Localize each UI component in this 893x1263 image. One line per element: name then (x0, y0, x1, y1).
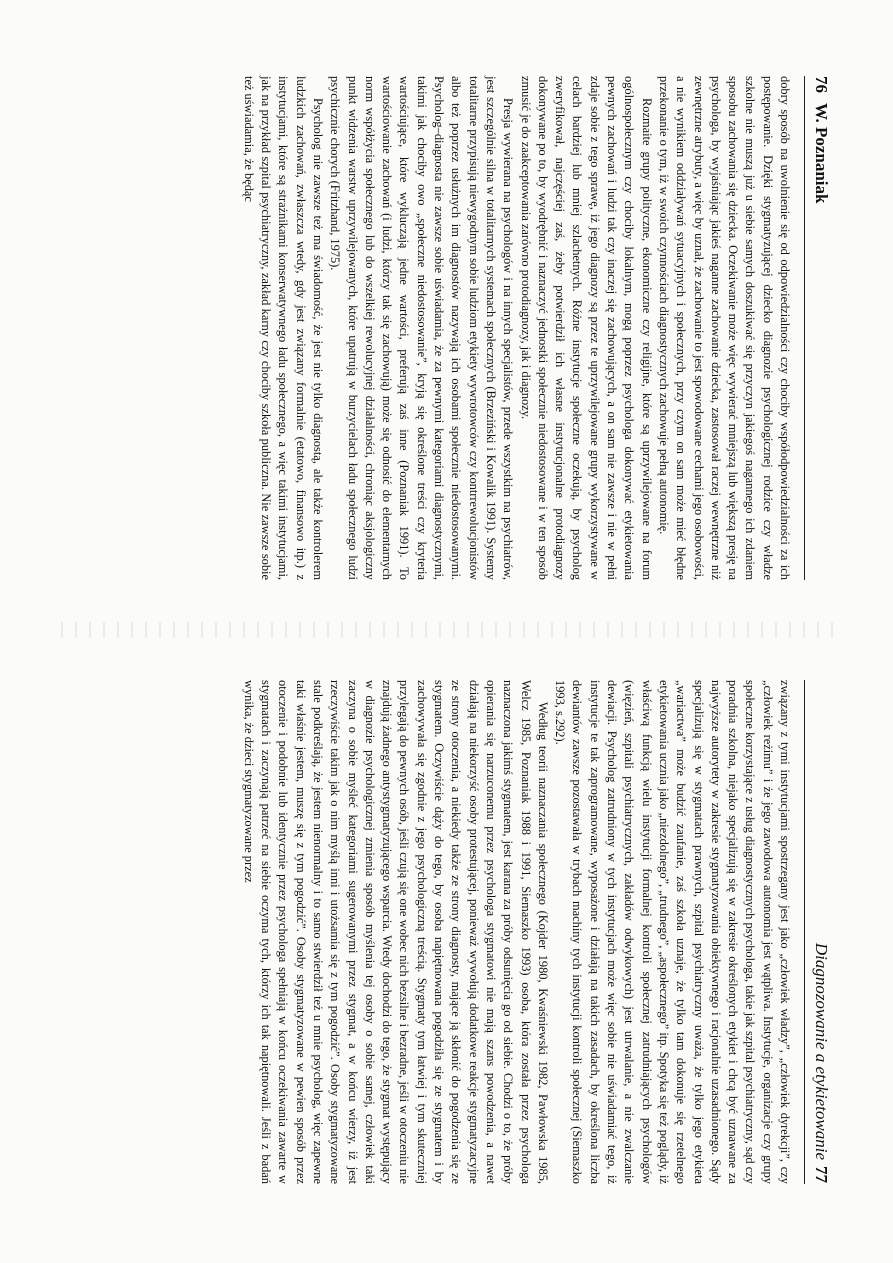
left-header-rule (804, 76, 805, 580)
right-page-body (240, 680, 794, 1184)
left-page-header (811, 76, 831, 203)
right-page (0, 632, 893, 1263)
right-page-number: 77 (812, 1166, 831, 1183)
left-page-author: W. Poznaniak (812, 103, 831, 204)
right-paragraph: związany z tymi instytucjami spostrzegany jest jako „człowiek władzy”, „człowiek dyrekcji”, czy „człowiek reżimu” i że jego zawodowa autonomia jest wątpliwa. Instytucje, organizacje czy grupy społeczne korzystające z usług diagnostycznych psychologa, takie jak szpital psychiatryczny, sąd czy poradnia szkolna, niejako specjalizują się w zakresie określonych etykiet i chcą być uznawane za najwyższe autorytety w zakresie stygmatyzowania obiektywnego i racjonalnie uzasadnionego. Sądy specjalizują się w stygmatach prawnych, szpital psychiatryczny uważa, że tylko jego etykieta „wariactwa” może budzić zaufanie, zaś szkoła uznaje, że tylko tam dokonuje się rzetelnego etykietowania ucznia jako „niezdolnego”, „trudnego”, „aspołecznego” itp. Spotyka się też poglądy, iż właściwą funkcją wielu instytucji formalnej kontroli społecznej zatrudniających psychologów (więzień, szpitali psychiatrycznych, zakładów odwykowych) jest utrwalanie, a nie zwalczanie dewiacji. Psycholog zatrudniony w tych instytucjach może więc sobie nie uświadamiać tego, iż instytucje te tak zaprogramowane, wyposażone i działają na takich zasadach, by określona liczba dewiantów zawsze pozostawała w trybach machiny tych instytucji kontroli społecznej (Siemaszko 1993, s.292). (553, 680, 792, 1184)
left-paragraph: dobry sposób na uwolnienie się od odpowiedzialności czy chociby współodpowiedzialności za ich postępowanie. Dzięki stygmatyzującej dziecko diagnozie psychologicznej rodzice czy władze szkolne nie muszą już u siebie samych doszukiwać się przyczyn jakiegoś nagannego ich zdaniem sposobu zachowania się dziecka. Oczekiwanie może więc wywierać mniejszą lub większą presję na psychologa, by wyjaśniając jakieś naganne zachowanie dziecka, zastosował raczej wewnętrzne niż zewnętrzne atrybuty, a więc by uznał, że zachowanie to jest spowodowane cechami jego osobowości, a nie wynikiem oddziaływań sytuacyjnych i społecznych, przy czym on sam może mieć błędne przekonanie o tym, iż w swoich czynnościach diagnostycznych zachowuje pełną autonomię. (656, 76, 792, 580)
right-header-rule (804, 680, 805, 1184)
left-paragraph: Presja wywierana na psychologów i na innych specjalistów, przede wszystkim na psychiatrów, jest szczególnie silna w totalitarnych systemach społecznych (Brzeziński i Kowalik 1991). Systemy totalitarne przypisują niewygodnym sobie ludziom etykiety wywrotowców czy kontrrewolucjonistów albo też poprzez usłużnych im diagnostów nazywają ich osobami społecznie niedostosowanymi. Psycholog–diagnosta nie zawsze sobie uświadamia, że za pewnymi kategoriami diagnostycznymi, takimi jak chociby owo „społeczne niedostosowanie”, kryją się określone treści czy kryteria wartościujące, które wykluczają jedne wartości, preferują zaś inne (Poznaniak 1991). To wartościowanie zachowań (i ludzi, którzy tak się zachowują) może się odnosić do elementarnych norm współżycia społecznego lub do wszelkiej rewolucyjnej działalności, chroniąc aksjologiczny punkt widzenia warstw uprzywilejowanych, które upatrują w burzycielach ładu społecznego ludzi psychicznie chorych (Fritzhand, 1975). (328, 76, 516, 580)
left-page-number: 76 (812, 76, 831, 93)
right-paragraph: Według teorii naznaczania społecznego (Kojder 1980, Kwaśniewski 1982, Pawłowska 1985, Welcz 1985, Poznaniak 1988 i 1991, Siemaszko 1993) osoba, która została przez psychologa naznaczona jakimś stygmatem, jest karana za próby odsunięcia go od siebie. Chodzi o to, że próby opierania się narzuconemu przez psychologa stygmatowi nie mają szans powodzenia, a nawet działają na niekorzyść osoby protestującej, ponieważ wywołują dodatkowe reakcje stygmatyzacyjne ze strony otoczenia, a niekiedy także ze strony diagnosty, mające ją skłonić do pogodzenia się ze stygmatem. Oczywiście dąży do tego, by osoba napiętnowana pogodziła się ze stygmatem i by zachowywała się zgodnie z jego psychologiczną treścią. Stygmaty tym łatwiej i tym skuteczniej przylegają do pewnych osób, jeśli czują się one wobec nich bezsilne i bezradne, jeśli w otoczeniu nie znajdują żadnego antystygmatyzującego wsparcia. Wtedy dochodzi do tego, że stygmat występujący w diagnozie psychologicznej zmienia sposób myślenia tej osoby o sobie samej, człowiek taki zaczyna o sobie myśleć kategoriami sugerowanymi przez stygmat, a w końcu wierzy, iż jest rzeczywiście takim jak o nim myślą inni i utożsamia się z tym pogodzić”. Osoby stygmatyzowane stale podkreślają, że jestem nienormalny i to samo stwierdził też u mnie psycholog, więc zapewne taki właśnie jestem, muszę się z tym pogodzić”. Osoby stygmatyzowane w pewien sposób przez otoczenie i podobnie lub identycznie przez psychologa spełniają w końcu oczekiwania zawarte w stygmatach i zaczynają patrzeć na siebie oczyma tych, którzy ich tak napiętnowali. Jeśli z badań wynika, że dzieci stygmatyzowane przez (241, 680, 550, 1184)
right-page-running-title: Diagnozowanie a etykietowanie (812, 942, 831, 1160)
left-page-body (240, 76, 794, 580)
right-page-header (811, 943, 831, 1183)
left-paragraph: Psycholog nie zawsze też ma świadomość, że jest nie tylko diagnostą, ale także kontrolerem ludzkich zachowań, zwłaszcza wtedy, gdy jest związany formalnie (etatowo, finansowo itp.) z instytucjami, które są strażnikami konserwatywnego ładu społecznego, a więc takimi instytucjami, jak na przykład szpital psychiatryczny, zakład karny czy chociby szkoła publiczna. Nie zawsze sobie też uświadamia, że będąc (241, 76, 325, 580)
left-paragraph: Rozmaite grupy polityczne, ekonomiczne czy religijne, które są uprzywilejowane na forum ogólnospołecznym czy chociby lokalnym, mogą poprzez psychologa dokonywać etykietowania pewnych zachowań i ludzi tak czy inaczej się zachowujących, a on sam nie zawsze i nie w pełni zdaje sobie z tego sprawę, iż jego diagnozy są przez te uprzywilejowane grupy wykorzystywane w celach bardziej lub mniej szlachetnych. Różne instytucje społeczne oczekują, by psycholog zweryfikował, najczęściej zaś, żeby potwierdził ich własne instytucjonalne protodiagnozy dokonywane po to, by wyodrębnić i naznaczyć jednostki społecznie niedostosowane i w ten sposób zmusić je do zaakceptowania zarówno protodiagnozy, jak i diagnozy. (518, 76, 654, 580)
